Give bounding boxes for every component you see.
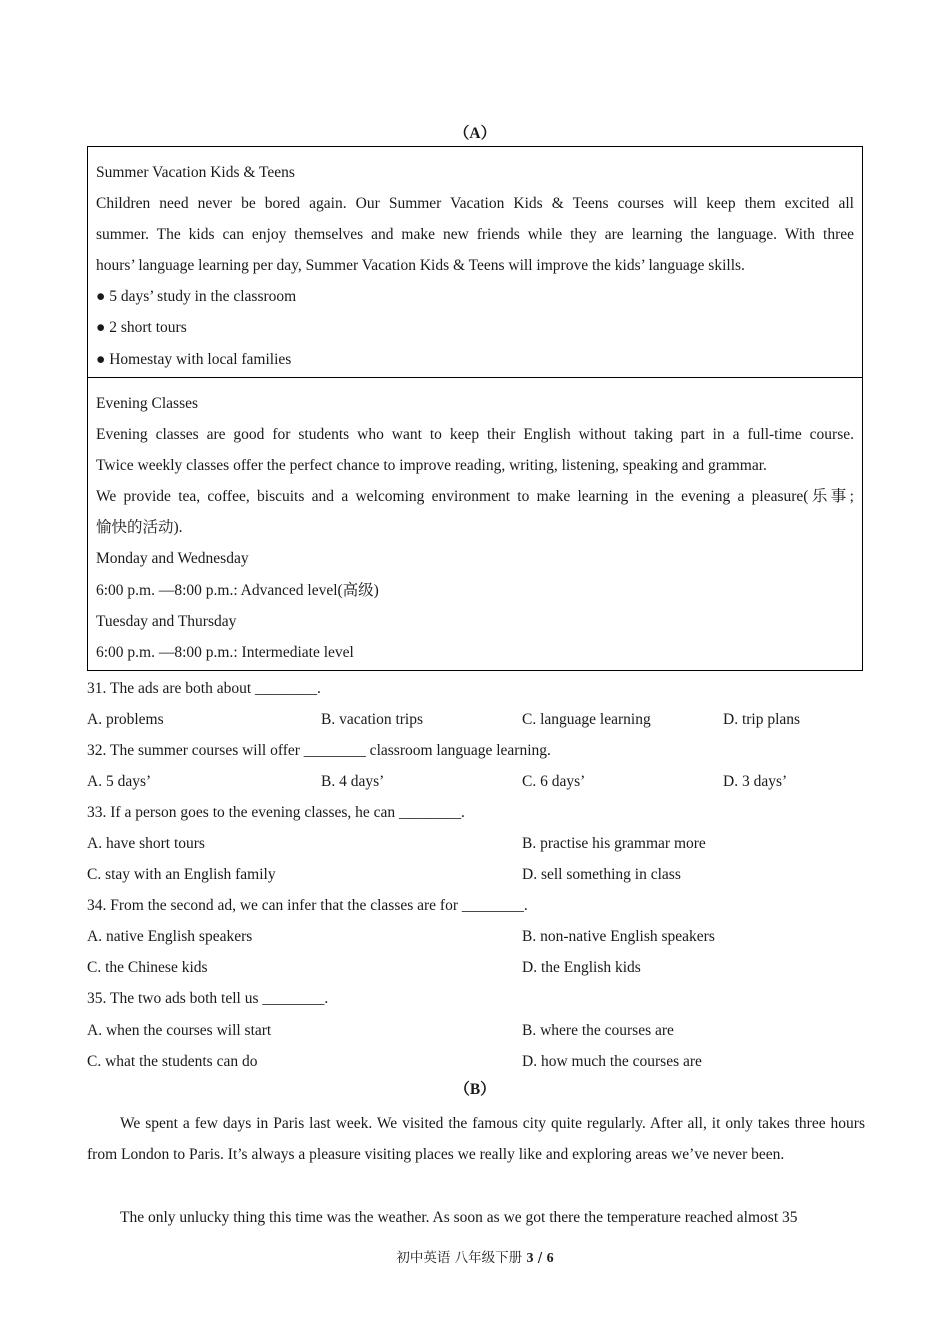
question-34-options-row2 [87, 952, 867, 983]
passage-b-paragraph: We spent a few days in Paris last week. We visited the famous city quite regularly. After all, it only takes three hours from London to Paris. It’s always a pleasure visiting places we really like and exploring areas we’ve never been. [87, 1115, 865, 1164]
question-stem: 31. The ads are both about ________. [87, 680, 321, 697]
option-b[interactable]: B. vacation trips [321, 711, 424, 728]
option-b[interactable]: B. non-native English speakers [522, 928, 715, 945]
option-a[interactable]: A. problems [87, 711, 164, 728]
option-c[interactable]: C. stay with an English family [87, 866, 276, 883]
question-35-options-row1 [87, 1015, 867, 1046]
ad1-line: hours’ language learning per day, Summer Vacation Kids & Teens will improve the kids’ language skills. [96, 257, 745, 275]
ad1-bullet: ● 2 short tours [96, 319, 187, 337]
page-footer [0, 1246, 950, 1267]
section-a-title: （A） [453, 125, 497, 142]
option-d[interactable]: D. 3 days’ [723, 773, 788, 790]
question-31-options [87, 704, 867, 735]
option-d[interactable]: D. trip plans [723, 711, 801, 728]
ad2-schedule-item: Monday and Wednesday [96, 550, 249, 568]
option-a[interactable]: A. when the courses will start [87, 1022, 272, 1039]
question-35-options-row2 [87, 1046, 867, 1077]
question-33-options-row2 [87, 859, 867, 890]
option-d[interactable]: D. sell something in class [522, 866, 681, 883]
ad2-line: Twice weekly classes offer the perfect chance to improve reading, writing, listening, speaking and grammar. [96, 457, 767, 475]
option-d[interactable]: D. how much the courses are [522, 1053, 702, 1070]
ad2-schedule-item: 6:00 p.m. —8:00 p.m.: Advanced level(高级) [96, 581, 379, 599]
question-35 [87, 983, 867, 1014]
section-b-title: （B） [454, 1081, 496, 1098]
ad-summer-vacation [87, 146, 863, 378]
question-stem: 32. The summer courses will offer ________ classroom language learning. [87, 742, 551, 759]
option-a[interactable]: A. native English speakers [87, 928, 253, 945]
option-b[interactable]: B. 4 days’ [321, 773, 385, 790]
ad2-schedule-item: 6:00 p.m. —8:00 p.m.: Intermediate level [96, 643, 354, 661]
question-33-options-row1 [87, 828, 867, 859]
ad1-line: summer. The kids can enjoy themselves and make new friends while they are learning the language. With three [96, 226, 854, 244]
question-stem: 33. If a person goes to the evening classes, he can ________. [87, 804, 465, 821]
option-c[interactable]: C. the Chinese kids [87, 959, 208, 976]
option-c[interactable]: C. what the students can do [87, 1053, 258, 1070]
question-32-options [87, 766, 867, 797]
footer-page-total: 6 [546, 1251, 554, 1266]
ad2-schedule-item: Tuesday and Thursday [96, 612, 237, 630]
question-34-options-row1 [87, 921, 867, 952]
footer-label: 初中英语 八年级下册 [396, 1250, 527, 1266]
option-c[interactable]: C. 6 days’ [522, 773, 586, 790]
ad1-bullet: ● 5 days’ study in the classroom [96, 288, 297, 306]
passage-b-paragraph: The only unlucky thing this time was the weather. As soon as we got there the temperature reached almost 35 [120, 1209, 798, 1226]
question-stem: 35. The two ads both tell us ________. [87, 990, 329, 1007]
ad2-line: 愉快的活动). [96, 519, 183, 537]
option-a[interactable]: A. have short tours [87, 835, 205, 852]
question-stem: 34. From the second ad, we can infer that the classes are for ________. [87, 897, 528, 914]
ad1-bullet: ● Homestay with local families [96, 350, 292, 368]
option-c[interactable]: C. language learning [522, 711, 651, 728]
option-a[interactable]: A. 5 days’ [87, 773, 152, 790]
ad1-line: Children need never be bored again. Our Summer Vacation Kids & Teens courses will keep them excited all [96, 195, 854, 213]
option-b[interactable]: B. where the courses are [522, 1022, 674, 1039]
ad1-title: Summer Vacation Kids & Teens [96, 164, 295, 181]
question-33 [87, 797, 867, 828]
option-d[interactable]: D. the English kids [522, 959, 641, 976]
footer-separator: / [533, 1250, 547, 1266]
ad2-line: We provide tea, coffee, biscuits and a welcoming environment to make learning in the evening a pleasure(乐事; [96, 488, 854, 506]
question-31 [87, 673, 867, 704]
ad2-title: Evening Classes [96, 395, 199, 412]
question-32 [87, 735, 867, 766]
footer-page-number: 3 [526, 1251, 534, 1266]
question-34 [87, 890, 867, 921]
ad2-line: Evening classes are good for students who want to keep their English without taking part in a full-time course. [96, 426, 854, 444]
option-b[interactable]: B. practise his grammar more [522, 835, 706, 852]
ad-evening-classes [87, 377, 863, 671]
